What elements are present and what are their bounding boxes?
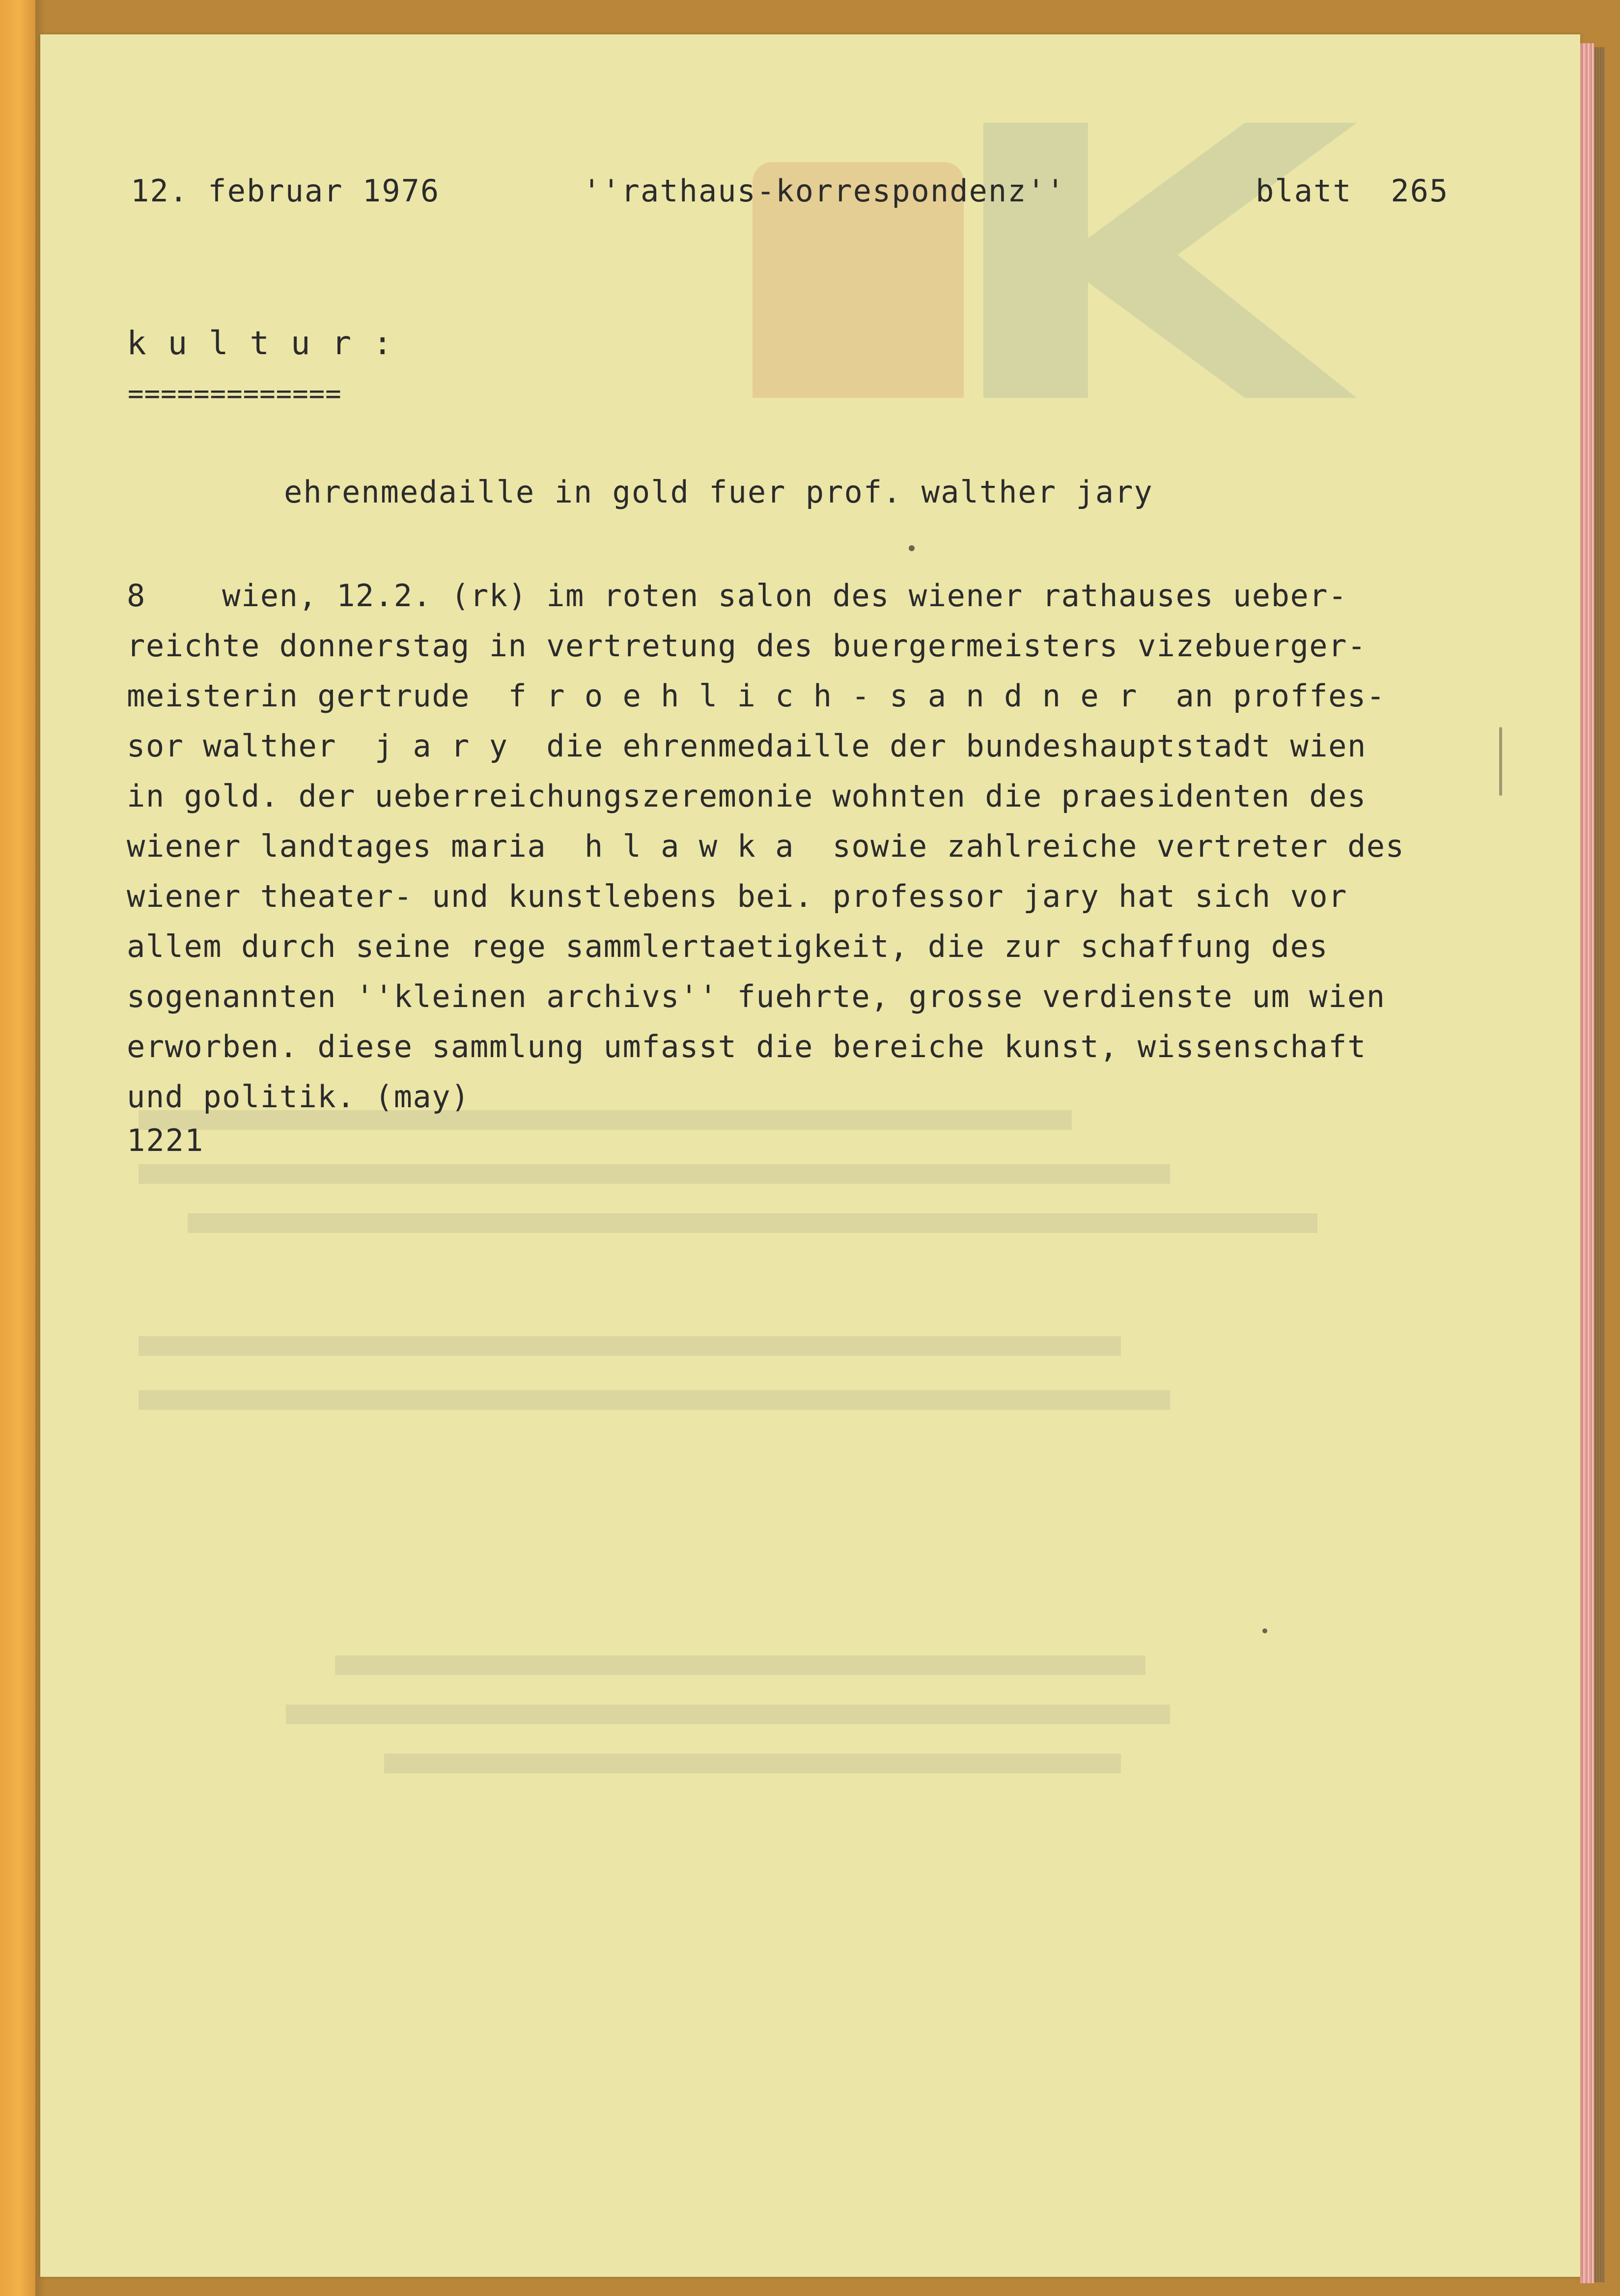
article-body — [127, 571, 1502, 1122]
article-line: erworben. diese sammlung umfasst die bereiche kunst, wissenschaft — [127, 1029, 1367, 1064]
article-line: meisterin gertrude f r o e h l i c h - s a n d n e r an proffes- — [127, 678, 1386, 714]
article-code: 1221 — [127, 1122, 204, 1158]
article-line: wiener landtages maria h l a w k a sowie zahlreiche vertreter des — [127, 828, 1405, 864]
ghost-logo-k — [983, 123, 1357, 398]
article-line: 8 wien, 12.2. (rk) im roten salon des wiener rathauses ueber- — [127, 578, 1347, 614]
paper-speck — [909, 545, 915, 551]
article-line: sogenannten ''kleinen archivs'' fuehrte, grosse verdienste um wien — [127, 979, 1386, 1014]
ghost-text-line — [139, 1390, 1170, 1410]
article-headline: ehrenmedaille in gold fuer prof. walther jary — [284, 474, 1153, 510]
paper-scratch — [1499, 727, 1502, 796]
letterhead-show-through — [708, 123, 1620, 427]
document-page — [40, 34, 1580, 2277]
paper-speck — [1262, 1628, 1267, 1633]
ghost-text-line — [188, 1213, 1317, 1233]
article-line: in gold. der ueberreichungszeremonie wohnten die praesidenten des — [127, 778, 1367, 814]
article-line: und politik. (may) — [127, 1079, 470, 1115]
binding-edge — [0, 0, 35, 2296]
ghost-text-line — [139, 1336, 1121, 1356]
header-date: 12. februar 1976 — [131, 173, 440, 209]
ghost-text-line — [335, 1655, 1145, 1675]
article-line: reichte donnerstag in vertretung des buergermeisters vizebuerger- — [127, 628, 1367, 664]
ghost-text-line — [139, 1164, 1170, 1184]
section-underline: ============= — [128, 378, 342, 409]
article-line: sor walther j a r y die ehrenmedaille der bundeshauptstadt wien — [127, 728, 1367, 764]
article-line: wiener theater- und kunstlebens bei. professor jary hat sich vor — [127, 878, 1347, 914]
header-publication: ''rathaus-korrespondenz'' — [583, 173, 1066, 209]
article-line: allem durch seine rege sammlertaetigkeit, die zur schaffung des — [127, 928, 1329, 964]
header-sheet-number: blatt 265 — [1256, 173, 1449, 209]
page-header — [131, 173, 1467, 217]
section-title: k u l t u r : — [127, 324, 393, 362]
ghost-text-line — [286, 1705, 1170, 1724]
ghost-text-line — [384, 1754, 1121, 1773]
